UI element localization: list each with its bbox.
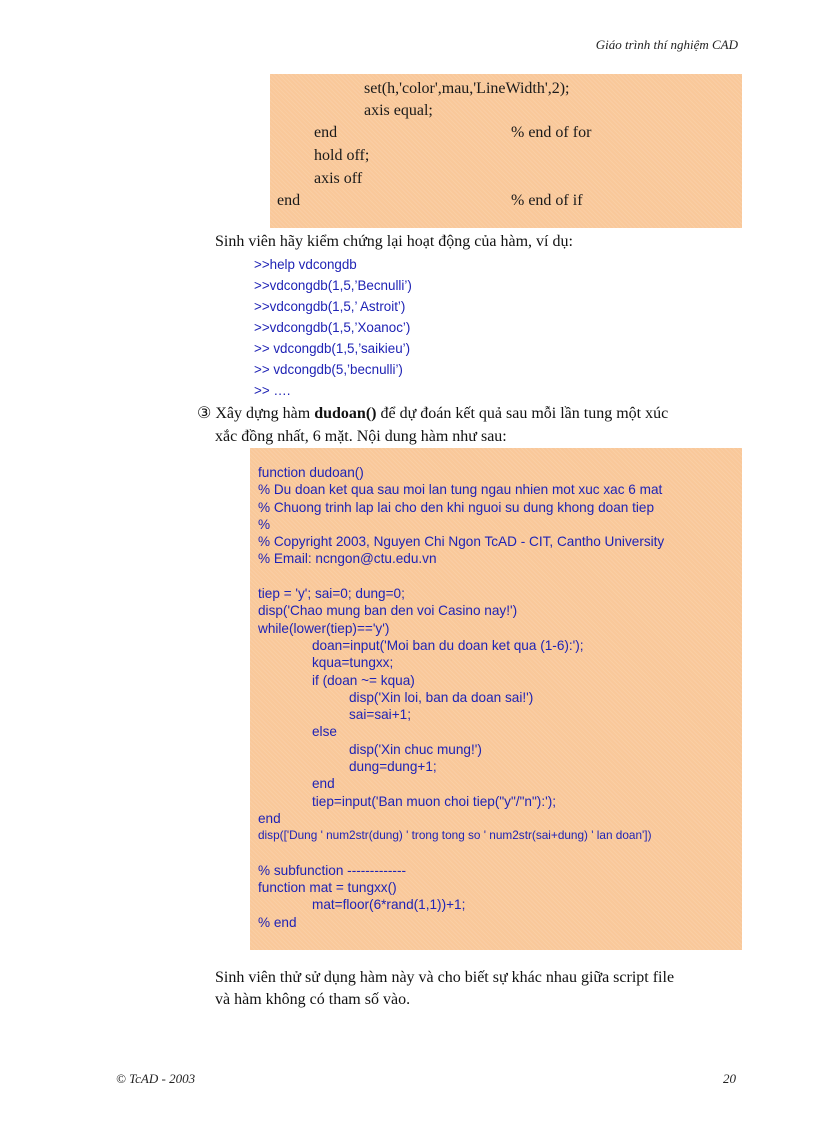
code-line: sai=sai+1; bbox=[349, 707, 411, 723]
page-number: 20 bbox=[723, 1071, 736, 1086]
code-line: mat=floor(6*rand(1,1))+1; bbox=[312, 897, 466, 913]
code-blank bbox=[258, 568, 664, 585]
code-comment: % end of for bbox=[511, 124, 592, 141]
command-line: >>vdcongdb(1,5,’Becnulli’) bbox=[254, 278, 412, 293]
step-text: Xây dựng hàm bbox=[215, 405, 315, 422]
command-line: >> vdcongdb(1,5,’saikieu’) bbox=[254, 341, 411, 356]
code-line: function dudoan() bbox=[258, 465, 364, 480]
code-line: kqua=tungxx; bbox=[312, 655, 394, 671]
code-line: dung=dung+1; bbox=[349, 759, 437, 775]
code-comment: % Chuong trinh lap lai cho den khi nguoi su dung khong doan tiep bbox=[258, 499, 655, 515]
running-header: Giáo trình thí nghiệm CAD bbox=[595, 37, 738, 52]
paragraph-verify: Sinh viên hãy kiểm chứng lại hoạt động của hàm, ví dụ: bbox=[215, 233, 573, 250]
code-line: disp('Chao mung ban den voi Casino nay!') bbox=[258, 603, 518, 619]
step-3-line-2: xắc đồng nhất, 6 mặt. Nội dung hàm như sau: bbox=[215, 428, 507, 445]
code-comment: % end bbox=[258, 914, 297, 930]
code-comment: % end of if bbox=[511, 192, 583, 209]
paragraph-final-line-1: Sinh viên thử sử dụng hàm này và cho biết sự khác nhau giữa script file bbox=[215, 969, 675, 986]
code-line: hold off; bbox=[314, 147, 370, 164]
code-line: axis off bbox=[314, 170, 363, 187]
code-line: else bbox=[312, 724, 337, 740]
step-marker: ③ bbox=[197, 405, 212, 422]
code-line: disp(['Dung ' num2str(dung) ' trong tong so ' num2str(sai+dung) ' lan doan']) bbox=[258, 828, 652, 843]
code-comment: % subfunction ------------- bbox=[258, 862, 407, 878]
command-line: >> …. bbox=[254, 383, 291, 398]
command-line: >>vdcongdb(1,5,’Xoanoc’) bbox=[254, 320, 411, 335]
footer-copyright: © TcAD - 2003 bbox=[116, 1071, 196, 1086]
code-comment: % bbox=[258, 516, 271, 532]
code-line: while(lower(tiep)=='y') bbox=[258, 620, 390, 636]
code-line: if (doan ~= kqua) bbox=[312, 672, 415, 688]
command-examples bbox=[254, 254, 412, 401]
step-text: để dự đoán kết quả sau mỗi lần tung một xúc bbox=[376, 405, 669, 422]
code-line: end bbox=[277, 192, 301, 209]
code-line: doan=input('Moi ban du doan ket qua (1-6):'); bbox=[312, 637, 584, 653]
code-line: disp('Xin loi, ban da doan sai!') bbox=[349, 689, 534, 705]
code-comment: % Copyright 2003, Nguyen Chi Ngon TcAD - CIT, Cantho University bbox=[258, 534, 665, 550]
code-line: set(h,'color',mau,'LineWidth',2); bbox=[364, 80, 570, 97]
code-comment: % Email: ncngon@ctu.edu.vn bbox=[258, 551, 437, 567]
command-line: >>help vdcongdb bbox=[254, 257, 357, 272]
code-line: function mat = tungxx() bbox=[258, 880, 397, 896]
code-line: disp('Xin chuc mung!') bbox=[349, 741, 482, 757]
code-line: end bbox=[258, 810, 281, 826]
code-line: end bbox=[312, 776, 335, 792]
step-3-paragraph bbox=[197, 402, 668, 425]
code-line: end bbox=[314, 124, 338, 141]
code-blank bbox=[258, 845, 664, 862]
paragraph-final-line-2: và hàm không có tham số vào. bbox=[215, 991, 411, 1008]
code-comment: % Du doan ket qua sau moi lan tung ngau nhien mot xuc xac 6 mat bbox=[258, 482, 663, 498]
code-line: tiep=input('Ban muon choi tiep("y"/"n"):'); bbox=[312, 793, 556, 809]
code-line: tiep = 'y'; sai=0; dung=0; bbox=[258, 586, 405, 602]
code-listing bbox=[258, 464, 664, 931]
code-line: axis equal; bbox=[364, 102, 433, 119]
function-name: dudoan() bbox=[314, 405, 377, 422]
command-line: >>vdcongdb(1,5,’ Astroit’) bbox=[254, 299, 406, 314]
command-line: >> vdcongdb(5,’becnulli’) bbox=[254, 362, 403, 377]
